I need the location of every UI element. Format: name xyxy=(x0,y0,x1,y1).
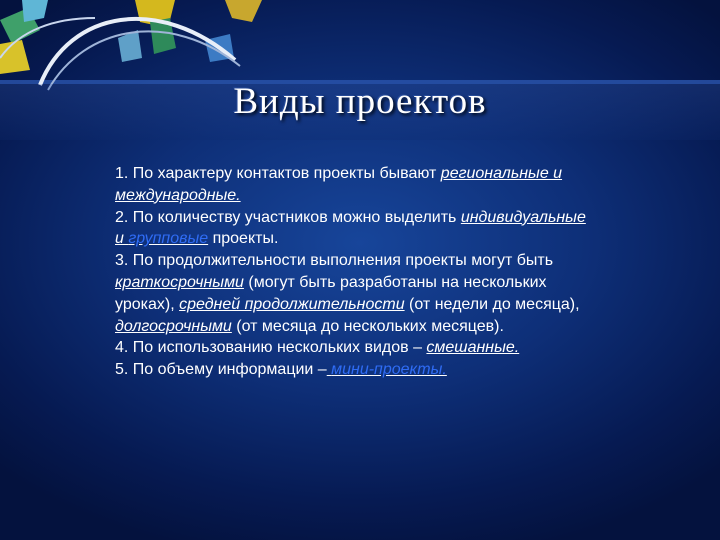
cyan-cube-shape xyxy=(22,0,48,22)
list-item xyxy=(115,207,675,229)
list-item-continued xyxy=(115,228,675,250)
list-item-continued xyxy=(115,294,675,316)
list-item xyxy=(115,250,675,272)
emphasis-text: индивидуальные xyxy=(460,208,586,226)
emphasis-text: долгосрочными xyxy=(115,317,232,335)
content-list xyxy=(115,163,675,381)
emphasis-text: региональные и xyxy=(440,165,563,182)
mini-projects-link[interactable]: мини-проекты. xyxy=(331,361,447,379)
emphasis-text: смешанные. xyxy=(426,339,520,357)
item-text: проекты. xyxy=(208,230,279,248)
emphasis-text: краткосрочными xyxy=(115,273,244,291)
list-item xyxy=(115,337,675,359)
item-text: (могут быть разработаны на нескольких xyxy=(243,273,547,291)
list-item xyxy=(115,359,675,381)
item-text: 4. По использованию нескольких видов – xyxy=(115,339,427,357)
item-text: (от недели до месяца), xyxy=(404,295,580,313)
list-item-continued xyxy=(115,316,675,338)
item-text: (от месяца до нескольких месяцев). xyxy=(231,317,504,335)
item-text: уроках), xyxy=(115,295,180,313)
emphasis-text: средней продолжительности xyxy=(179,295,405,313)
item-text: 1. По характеру контактов проекты бывают xyxy=(115,165,441,182)
list-item-continued xyxy=(115,185,675,207)
yellow-cube-shape xyxy=(0,40,30,74)
orange-shape-top xyxy=(225,0,262,22)
group-projects-link[interactable]: групповые xyxy=(128,230,209,248)
slide-title: Виды проектов xyxy=(233,81,487,122)
item-text: 3. По продолжительности выполнения проекты могут быть xyxy=(115,252,554,270)
list-item-continued xyxy=(115,272,675,294)
list-item xyxy=(115,163,675,185)
item-text: 2. По количеству участников можно выделить xyxy=(115,208,461,226)
item-text: 5. По объему информации – xyxy=(115,361,327,379)
emphasis-text: международные. xyxy=(115,186,241,204)
emphasis-text: и xyxy=(115,230,129,248)
